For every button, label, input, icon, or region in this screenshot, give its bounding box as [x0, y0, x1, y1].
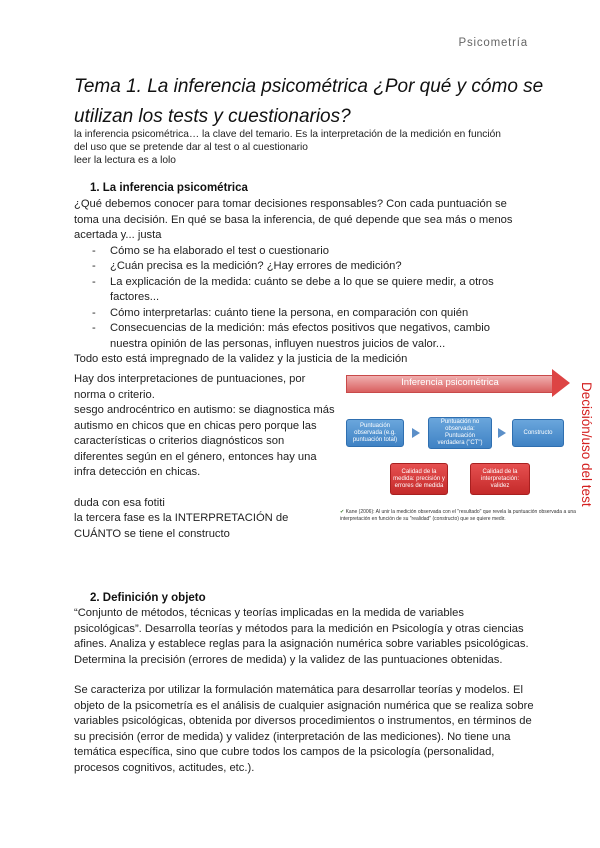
arrow-right-icon — [498, 428, 506, 438]
section1-body — [74, 197, 529, 368]
true-score-box: Puntuación no observada: Puntuación verdadera ("CT") — [428, 417, 492, 449]
list-item: - Consecuencias de la medición: más efectos positivos que negativos, cambio nuestra opinión de las personas, influyen nuestros juicios de valor... — [92, 321, 529, 352]
section1-heading: 1. La inferencia psicométrica — [90, 182, 248, 194]
arrow-label: Inferencia psicométrica — [401, 377, 499, 388]
note-paragraph: duda con esa fotiti — [74, 496, 165, 509]
footnote-text: Kane (2006): Al unir la medición observada con el "resultado" que revela la puntuación observada a una interpretación en función de su "realidad" (constructo) que se quiere medir. — [340, 509, 576, 522]
arrow-head-icon — [552, 369, 570, 397]
construct-box: Constructo — [512, 419, 564, 447]
side-note: Decisión/uso del test — [579, 382, 594, 507]
arrow-right-icon — [412, 428, 420, 438]
note-paragraph: la tercera fase es la INTERPRETACIÓN de CUÁNTO se tiene el constructo — [74, 512, 289, 540]
observed-score-box: Puntuación observada (e.g. puntuación total) — [346, 419, 404, 447]
section1-paragraph: ¿Qué debemos conocer para tomar decisiones responsables? Con cada puntuación se toma una decisión. En qué se basa la inferencia, de qué depende que sea más o menos acertada y... justa — [74, 198, 513, 241]
intro-line-2: del uso que se pretende dar al test o al cuestionario — [74, 142, 308, 153]
list-item: - Cómo interpretarlas: cuánto tiene la persona, en comparación con quién — [92, 306, 529, 322]
note-paragraph: sesgo androcéntrico en autismo: se diagnostica más autismo en chicos que en chicas pero porque las características o criterios diagnósticos son diferentes según en el género, entonces hay una infra detección en chicas. — [74, 404, 335, 478]
section2-paragraph-2: Se caracteriza por utilizar la formulación matemática para desarrollar teorías y modelos. El objeto de la psicometría es el análisis de cualquier asignación numérica que se realiza sobre variables psicológicas, obtenida por diversos procedimientos o instrumentos, en términos de su precisión (error de medida) y validez (interpretación de las mediciones). No tiene una temática específica, sino que cubre todos los campos de la psicología (personalidad, procesos cognitivos, actitudes, etc.). — [74, 684, 534, 774]
list-item: - La explicación de la medida: cuánto se debe a lo que se quiere medir, a otros factores... — [92, 275, 529, 306]
section1-closing: Todo esto está impregnado de la validez y la justicia de la medición — [74, 353, 408, 365]
interpretation-quality-box: Calidad de la interpretación: validez — [470, 463, 530, 495]
intro-line-1: la inferencia psicométrica… la clave del temario. Es la interpretación de la medición en función — [74, 129, 501, 140]
intro-block — [74, 128, 544, 167]
section2-body — [74, 606, 534, 776]
list-item: - ¿Cuán precisa es la medición? ¿Hay errores de medición? — [92, 259, 529, 275]
diagram-footnote — [340, 509, 578, 523]
notes-block — [74, 372, 336, 542]
checkmark-icon: ✔ — [340, 509, 345, 515]
list-item: - Cómo se ha elaborado el test o cuestionario — [92, 244, 529, 260]
note-paragraph: Hay dos interpretaciones de puntuaciones, por norma o criterio. — [74, 373, 306, 401]
measurement-quality-box: Calidad de la medida: precisión y errores de medida — [390, 463, 448, 495]
page-header-label: Psicometría — [458, 37, 528, 49]
inference-diagram — [340, 373, 600, 545]
intro-line-3: leer la lectura es a lolo — [74, 155, 176, 166]
section2-heading: 2. Definición y objeto — [90, 592, 206, 604]
section1-bullet-list — [92, 244, 529, 353]
section2-paragraph-1: “Conjunto de métodos, técnicas y teorías implicadas en la medida de variables psicológicas”. Desarrolla teorías y métodos para la medición en Psicología y otras ciencias afines. Analiza y establece reglas para la asignación numérica sobre variables psicológicas. Determina la precisión (errores de medida) y la validez de las puntuaciones obtenidas. — [74, 607, 529, 666]
page-title: Tema 1. La inferencia psicométrica ¿Por qué y cómo se utilizan los tests y cuestionarios? — [74, 76, 544, 127]
